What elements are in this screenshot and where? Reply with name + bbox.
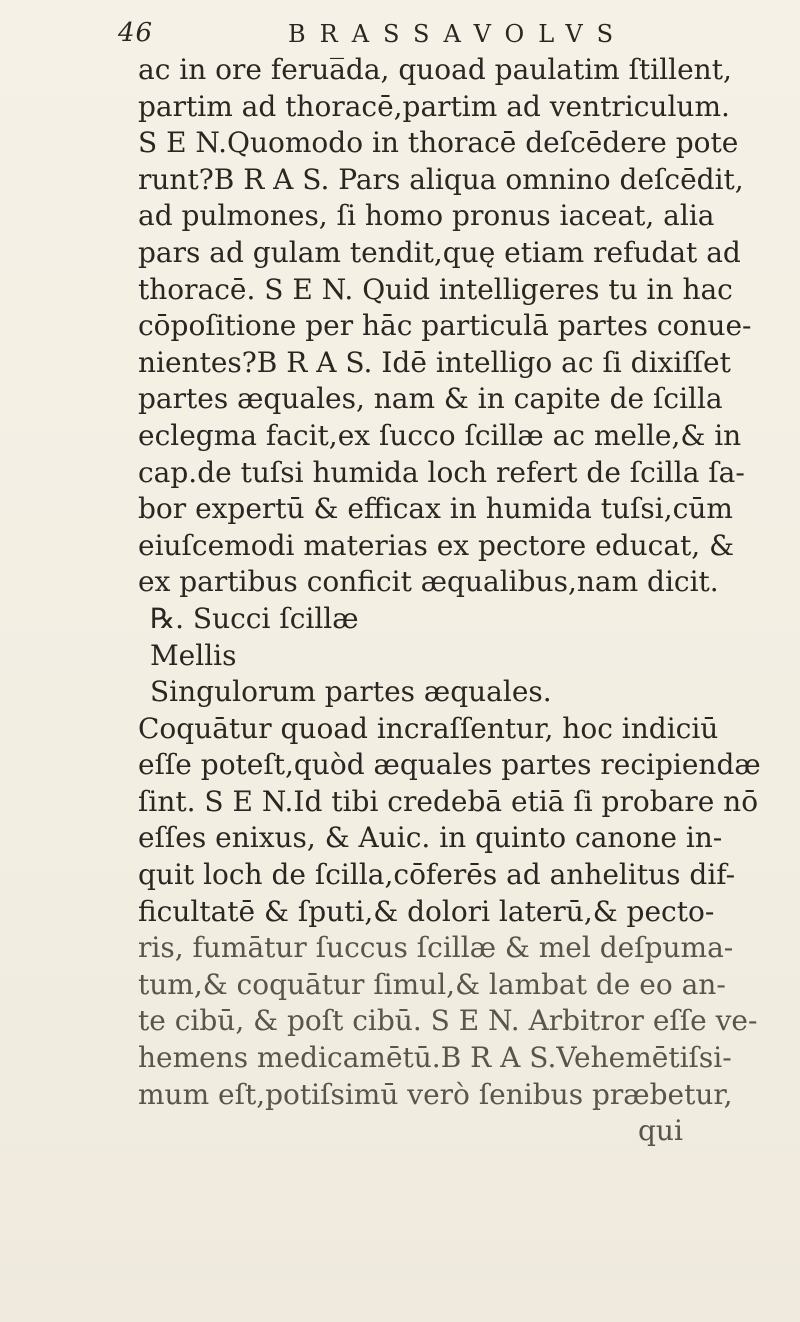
- text-line: runt?B R A S. Pars aliqua omnino deſcēdit,: [138, 162, 744, 196]
- text-line: mum eſt,potiſsimū verò ſenibus præbetur,: [138, 1077, 733, 1111]
- text-line: thoracē. S E N. Quid intelligeres tu in hac: [138, 272, 733, 306]
- text-line: eſſes enixus, & Auic. in quinto canone in-: [138, 821, 723, 855]
- recipe-line: Singulorum partes æquales.: [150, 675, 552, 709]
- text-line: ris, fumātur ſuccus ſcillæ & mel deſpuma-: [138, 931, 734, 965]
- text-line: ad pulmones, ſi homo pronus iaceat, alia: [138, 199, 715, 233]
- text-line: partim ad thoracē,partim ad ventriculum.: [138, 89, 730, 123]
- text-line: partes æquales, nam & in capite de ſcilla: [138, 382, 723, 416]
- page-header: [118, 14, 678, 54]
- text-line: pars ad gulam tendit,quę etiam refudat ad: [138, 235, 741, 269]
- text-line: eſſe poteſt,quòd æquales partes recipiendæ: [138, 748, 761, 782]
- text-line: nientes?B R A S. Idē intelligo ac ſi dixiſſet: [138, 345, 731, 379]
- text-line: cap.de tuſsi humida loch refert de ſcilla ſa-: [138, 455, 745, 489]
- text-line: eiuſcemodi materias ex pectore educat, &: [138, 528, 735, 562]
- text-line: ex partibus conficit æqualibus,nam dicit.: [138, 565, 719, 599]
- text-line: ſint. S E N.Id tibi credebā etiā ſi probare nō: [138, 784, 759, 818]
- text-line: cōpoſitione per hāc particulā partes conue-: [138, 309, 752, 343]
- text-line: ac in ore ferua̅da, quoad paulatim ſtillent,: [138, 53, 732, 86]
- running-head: BRASSAVOLVS: [288, 20, 628, 48]
- text-line: quit loch de ſcilla,cōferēs ad anhelitus dif-: [138, 858, 736, 892]
- recipe-line: Mellis: [150, 638, 237, 672]
- text-line: eclegma facit,ex ſucco ſcillæ ac melle,& in: [138, 418, 742, 452]
- text-line: bor expertū & efficax in humida tuſsi,cūm: [138, 492, 733, 526]
- text-line: S E N.Quomodo in thoracē deſcēdere pote: [138, 126, 739, 160]
- text-line: tum,& coquātur ſimul,& lambat de eo an-: [138, 967, 726, 1001]
- body-text: [138, 52, 778, 1150]
- page-number: 46: [118, 18, 154, 48]
- text-line: te cibū, & poſt cibū. S E N. Arbitror eſſe ve-: [138, 1004, 758, 1038]
- text-line: Coquātur quoad incraſſentur, hoc indiciū: [138, 711, 719, 745]
- catchword: qui: [638, 1114, 683, 1148]
- text-line: hemens medicamētū.B R A S.Vehemētiſsi-: [138, 1041, 732, 1075]
- text-line: ficultatē & ſputi,& dolori laterū,& pecto-: [138, 894, 715, 928]
- recipe-line: ℞. Succi ſcillæ: [150, 601, 359, 635]
